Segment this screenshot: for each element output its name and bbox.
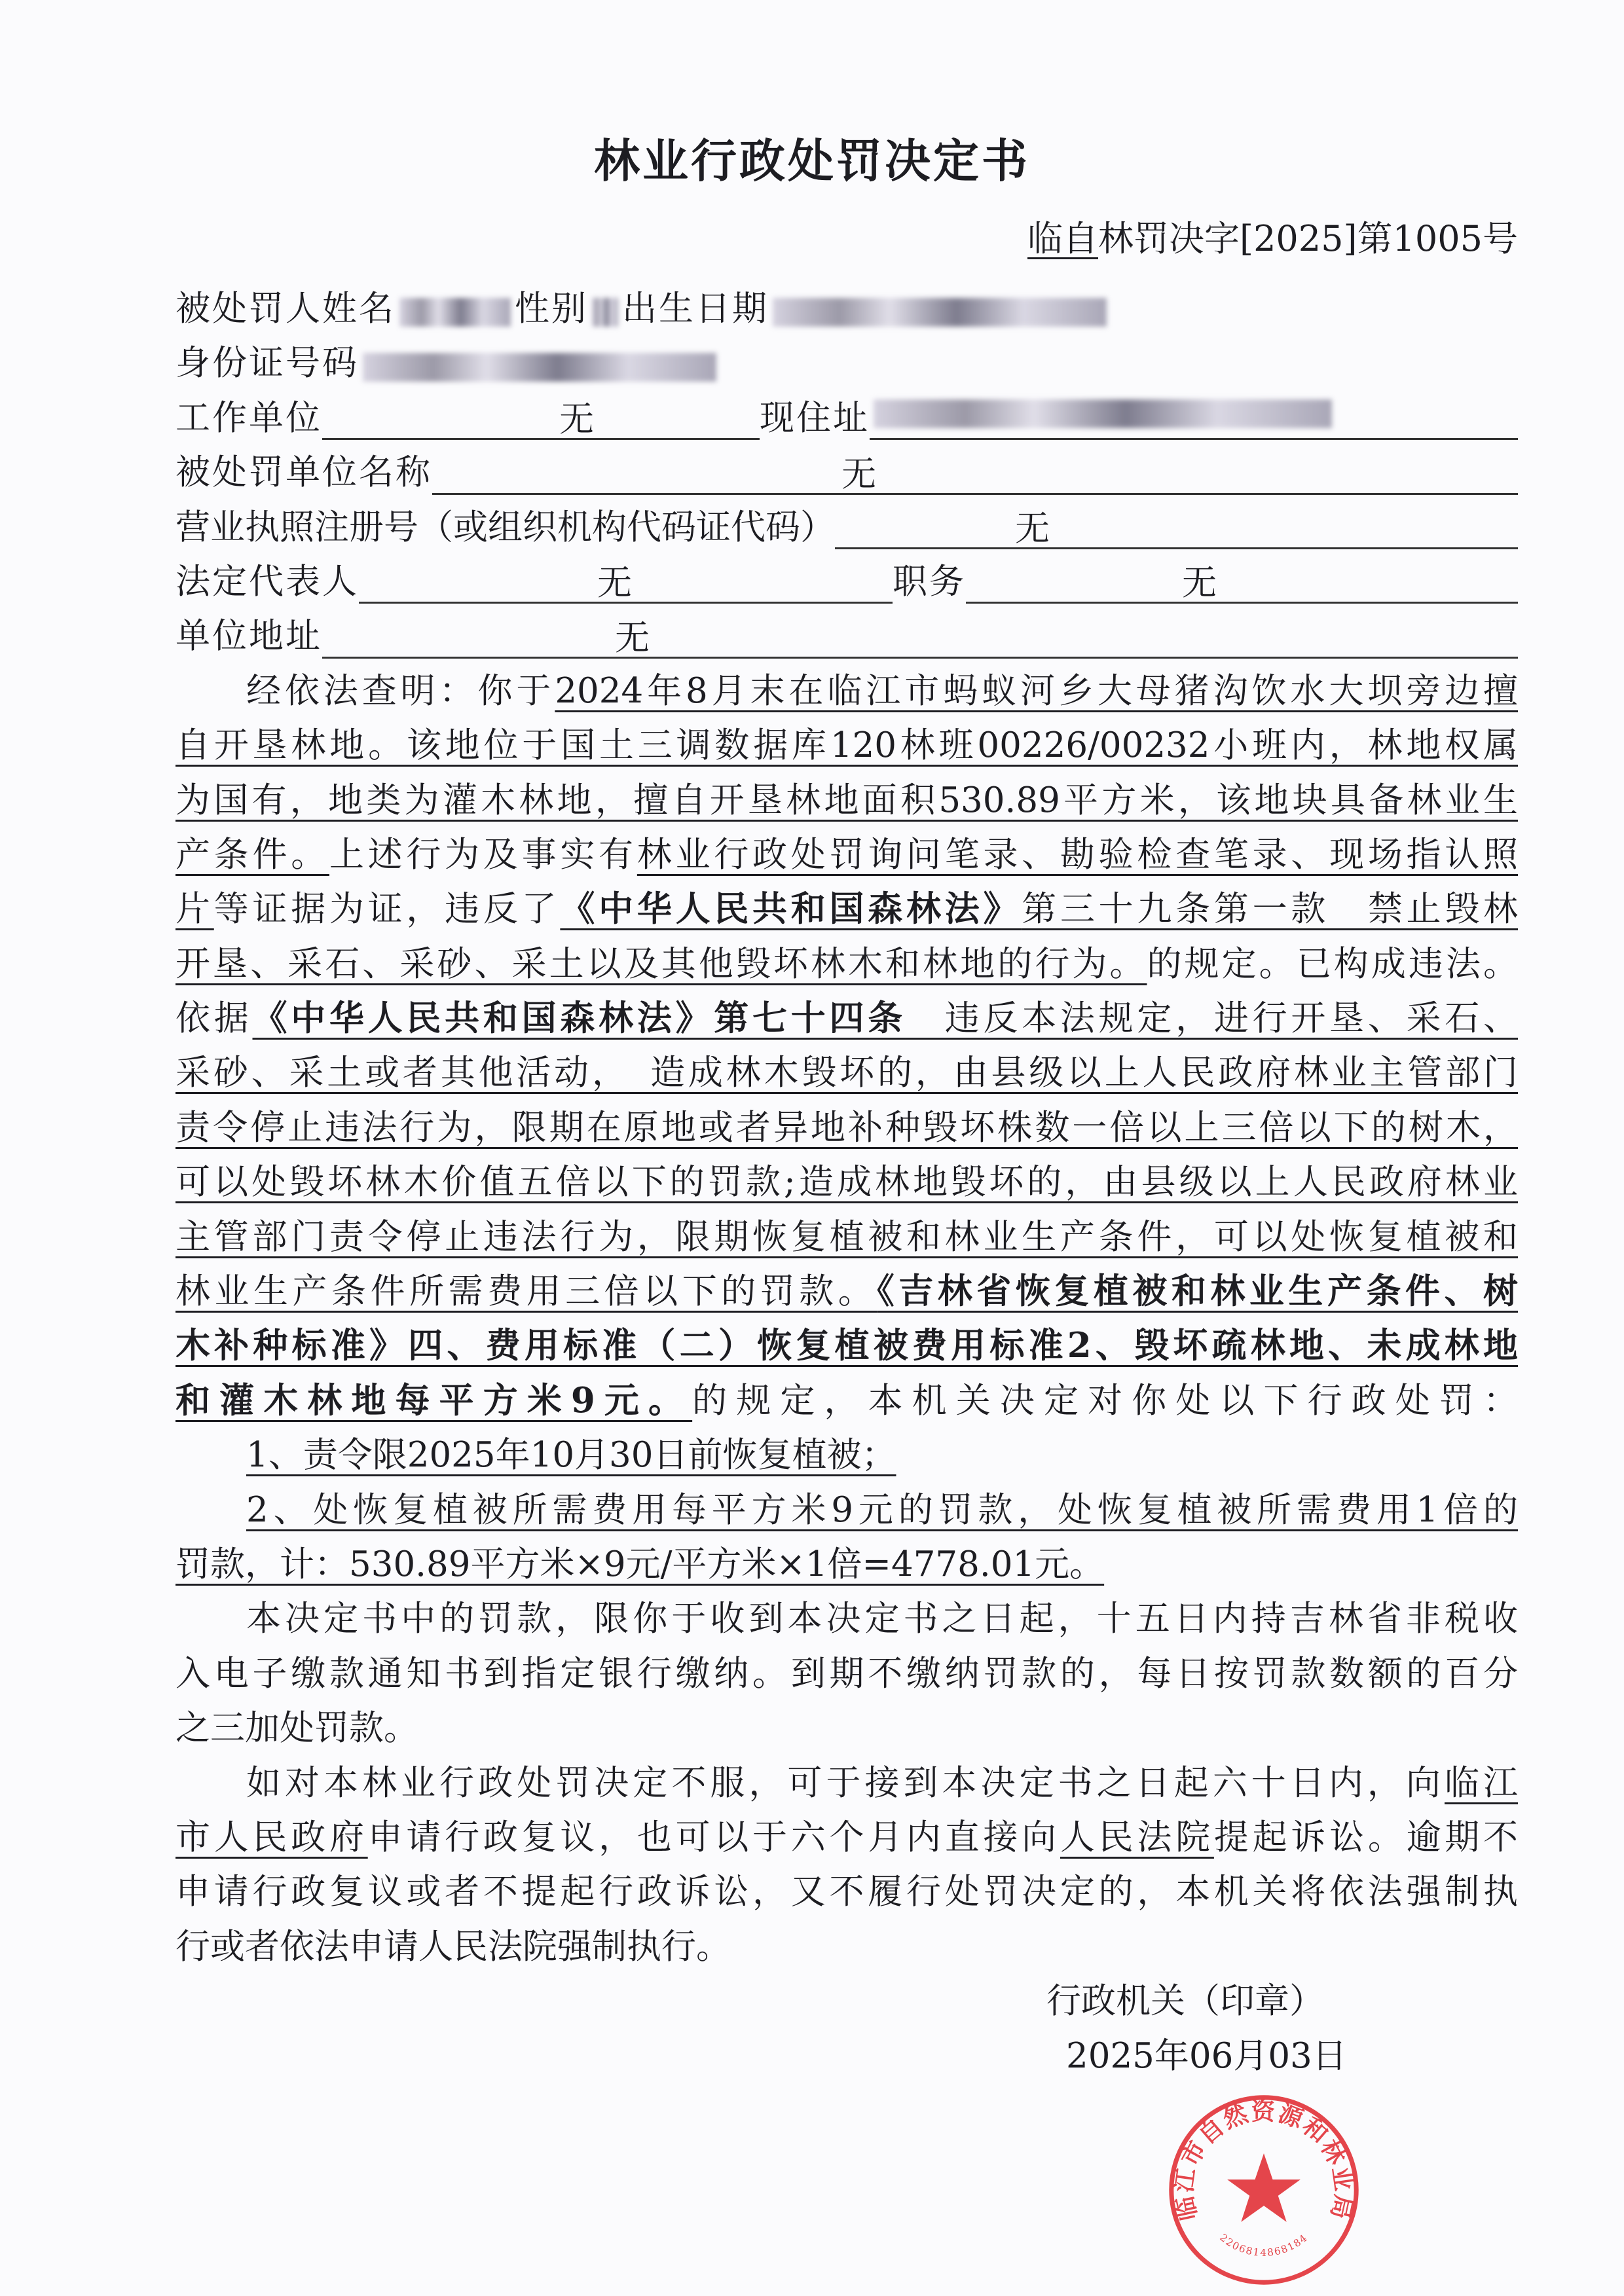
redacted-gender [592, 298, 618, 327]
seal-code: 2206814868184 [1217, 2231, 1310, 2259]
legal-rep-value: 无 [359, 563, 893, 604]
authority-signature: 行政机关（印章） [1046, 1981, 1324, 2022]
body-line [175, 1756, 1518, 1810]
body-line [175, 1264, 1518, 1319]
body-line [175, 1483, 1518, 1537]
work-value: 无 [322, 399, 760, 440]
birth-label: 出生日期 [622, 288, 769, 329]
document-number [1027, 211, 1518, 261]
doc-number-prefix: 临自 [1027, 218, 1098, 259]
text-segment: 为国有，地类为灌木林地，擅自开垦林地面积530.89平方米，该地块具备林业生 [175, 780, 1518, 820]
body-line [175, 1210, 1518, 1264]
text-segment: 可以处毁坏林木价值五倍以下的罚款;造成林地毁坏的，由县级以上人民政府林业 [175, 1162, 1518, 1203]
id-label: 身份证号码 [175, 343, 359, 384]
text-segment: 经依法查明：你于 [246, 670, 555, 711]
text-segment: 2、处恢复植被所需费用每平方米9元的罚款，处恢复植被所需费用1倍的 [246, 1489, 1518, 1530]
text-segment: 本决定书中的罚款，限你于收到本决定书之日起，十五日内持吉林省非税收 [246, 1599, 1518, 1639]
body-line [175, 1428, 1518, 1482]
text-segment: 等证据为证，违反了 [213, 889, 561, 930]
text-segment: 入电子缴款通知书到指定银行缴纳。到期不缴纳罚款的，每日按罚款数额的百分 [175, 1653, 1518, 1694]
body-line [175, 828, 1518, 882]
text-segment: 提起诉讼。逾期不 [1213, 1817, 1519, 1857]
unit-name-label: 被处罚单位名称 [175, 452, 432, 493]
body-line [175, 991, 1518, 1046]
doc-number-rest: 林罚决字[2025]第1005号 [1098, 218, 1518, 259]
row-license [175, 500, 1518, 555]
body-line [175, 1046, 1518, 1100]
text-segment: 责令停止违法行为，限期在原地或者异地补种毁坏株数一倍以上三倍以下的树木， [175, 1107, 1518, 1148]
body-line [175, 664, 1518, 718]
text-segment: 木补种标准》四、费用标准（二）恢复植被费用标准2、毁坏疏林地、未成林地 [175, 1325, 1518, 1366]
text-segment: 临江 [1444, 1762, 1518, 1803]
unit-address-label: 单位地址 [175, 616, 322, 657]
text-segment: 1、责令限2025年10月30日前恢复植被； [246, 1435, 896, 1476]
body-line [175, 773, 1518, 828]
text-segment: 主管部门责令停止违法行为，限期恢复植被和林业生产条件，可以处恢复植被和 [175, 1216, 1518, 1257]
text-segment: 自开垦林地。该地位于国土三调数据库120林班00226/00232小班内，林地权属 [175, 725, 1518, 766]
gender-label: 性别 [515, 288, 588, 329]
body-line [175, 1319, 1518, 1373]
name-label: 被处罚人姓名 [175, 288, 396, 329]
body-line [175, 1701, 1518, 1755]
text-segment: 市人民政府 [175, 1817, 368, 1857]
row-work [175, 391, 1518, 445]
text-segment: 开垦、采石、采砂、采土以及其他毁坏林木和林地的行为。 [175, 943, 1147, 984]
seal-name: 临江市自然资源和林业局 [1169, 2097, 1359, 2223]
body-line [175, 937, 1518, 991]
redacted-address [874, 399, 1332, 428]
unit-name-value: 无 [432, 454, 1518, 495]
text-segment: 采砂、采土或者其他活动， 造成林木毁坏的，由县级以上人民政府林业主管部门 [175, 1053, 1518, 1093]
body-line [175, 882, 1518, 936]
text-segment: 和灌木林地每平方米9元。 [175, 1379, 693, 1421]
redacted-birth-date [773, 298, 1107, 327]
body-line [175, 1101, 1518, 1155]
license-label: 营业执照注册号（或组织机构代码证代码） [175, 507, 835, 547]
legal-rep-label: 法定代表人 [175, 561, 359, 602]
body-line [175, 1647, 1518, 1701]
text-segment: 申请行政复议，也可以于六个月内直接向 [367, 1817, 1060, 1857]
text-segment: 的规定。已构成违法。 [1147, 943, 1519, 984]
text-segment: 如对本林业行政处罚决定不服，可于接到本决定书之日起六十日内，向 [246, 1762, 1445, 1803]
text-segment: 的规定，本机关决定对你处以下行政处罚： [692, 1380, 1518, 1421]
body-line [175, 1865, 1518, 1919]
body-line [175, 1592, 1518, 1646]
row-legal-rep [175, 555, 1518, 609]
redacted-id-number [363, 353, 716, 382]
body-line [175, 1537, 1518, 1592]
text-segment: 林业生产条件所需费用三倍以下的罚款。 [175, 1271, 877, 1312]
star-icon [1227, 2153, 1301, 2222]
body-line [175, 1920, 1518, 1974]
address-value [870, 399, 1518, 440]
text-segment: 违反本法规定，进行开垦、采石、 [906, 998, 1519, 1039]
position-value: 无 [966, 563, 1518, 604]
row-unit-name [175, 445, 1518, 500]
text-segment: 《吉林省恢复植被和林业生产条件、树 [877, 1271, 1519, 1312]
text-segment: 片 [175, 889, 214, 930]
text-segment: 林业行政处罚询问笔录、勘验检查笔录、现场指认照 [637, 834, 1519, 875]
text-segment: 之三加处罚款。 [175, 1708, 418, 1749]
text-segment: 罚款，计：530.89平方米×9元/平方米×1倍=4778.01元。 [175, 1544, 1105, 1584]
text-segment: 产条件。 [175, 834, 329, 875]
body-line [175, 1374, 1518, 1428]
position-label: 职务 [893, 561, 966, 602]
text-segment: 依据 [175, 998, 253, 1039]
row-person [175, 282, 1518, 336]
address-label: 现住址 [760, 397, 870, 438]
decision-body [175, 664, 1518, 1974]
body-line [175, 1810, 1518, 1865]
body-line [175, 718, 1518, 773]
redacted-name [399, 298, 511, 327]
body-line [175, 1155, 1518, 1209]
document-title: 林业行政处罚决定书 [594, 134, 1030, 188]
unit-address-value: 无 [322, 618, 1518, 659]
text-segment: 上述行为及事实有 [329, 834, 637, 875]
text-segment: 行或者依法申请人民法院强制执行。 [175, 1926, 731, 1967]
text-segment: 人民法院 [1060, 1817, 1214, 1857]
row-id [175, 336, 1518, 390]
text-segment: 《中华人民共和国森林法》 [560, 888, 1022, 930]
text-segment: 第三十九条第一款 禁止毁林 [1022, 889, 1519, 930]
text-segment: 申请行政复议或者不提起行政诉讼，又不履行处罚决定的，本机关将依法强制执 [175, 1872, 1518, 1912]
official-seal [1166, 2092, 1362, 2288]
work-label: 工作单位 [175, 397, 322, 438]
row-unit-address [175, 609, 1518, 663]
text-segment: 2024年8月末在临江市蚂蚁河乡大母猪沟饮水大坝旁边擅 [555, 670, 1518, 711]
text-segment: 《中华人民共和国森林法》第七十四条 [252, 998, 906, 1039]
decision-form [175, 282, 1518, 2083]
license-value: 无 [835, 509, 1518, 549]
decision-date: 2025年06月03日 [1066, 2035, 1347, 2076]
